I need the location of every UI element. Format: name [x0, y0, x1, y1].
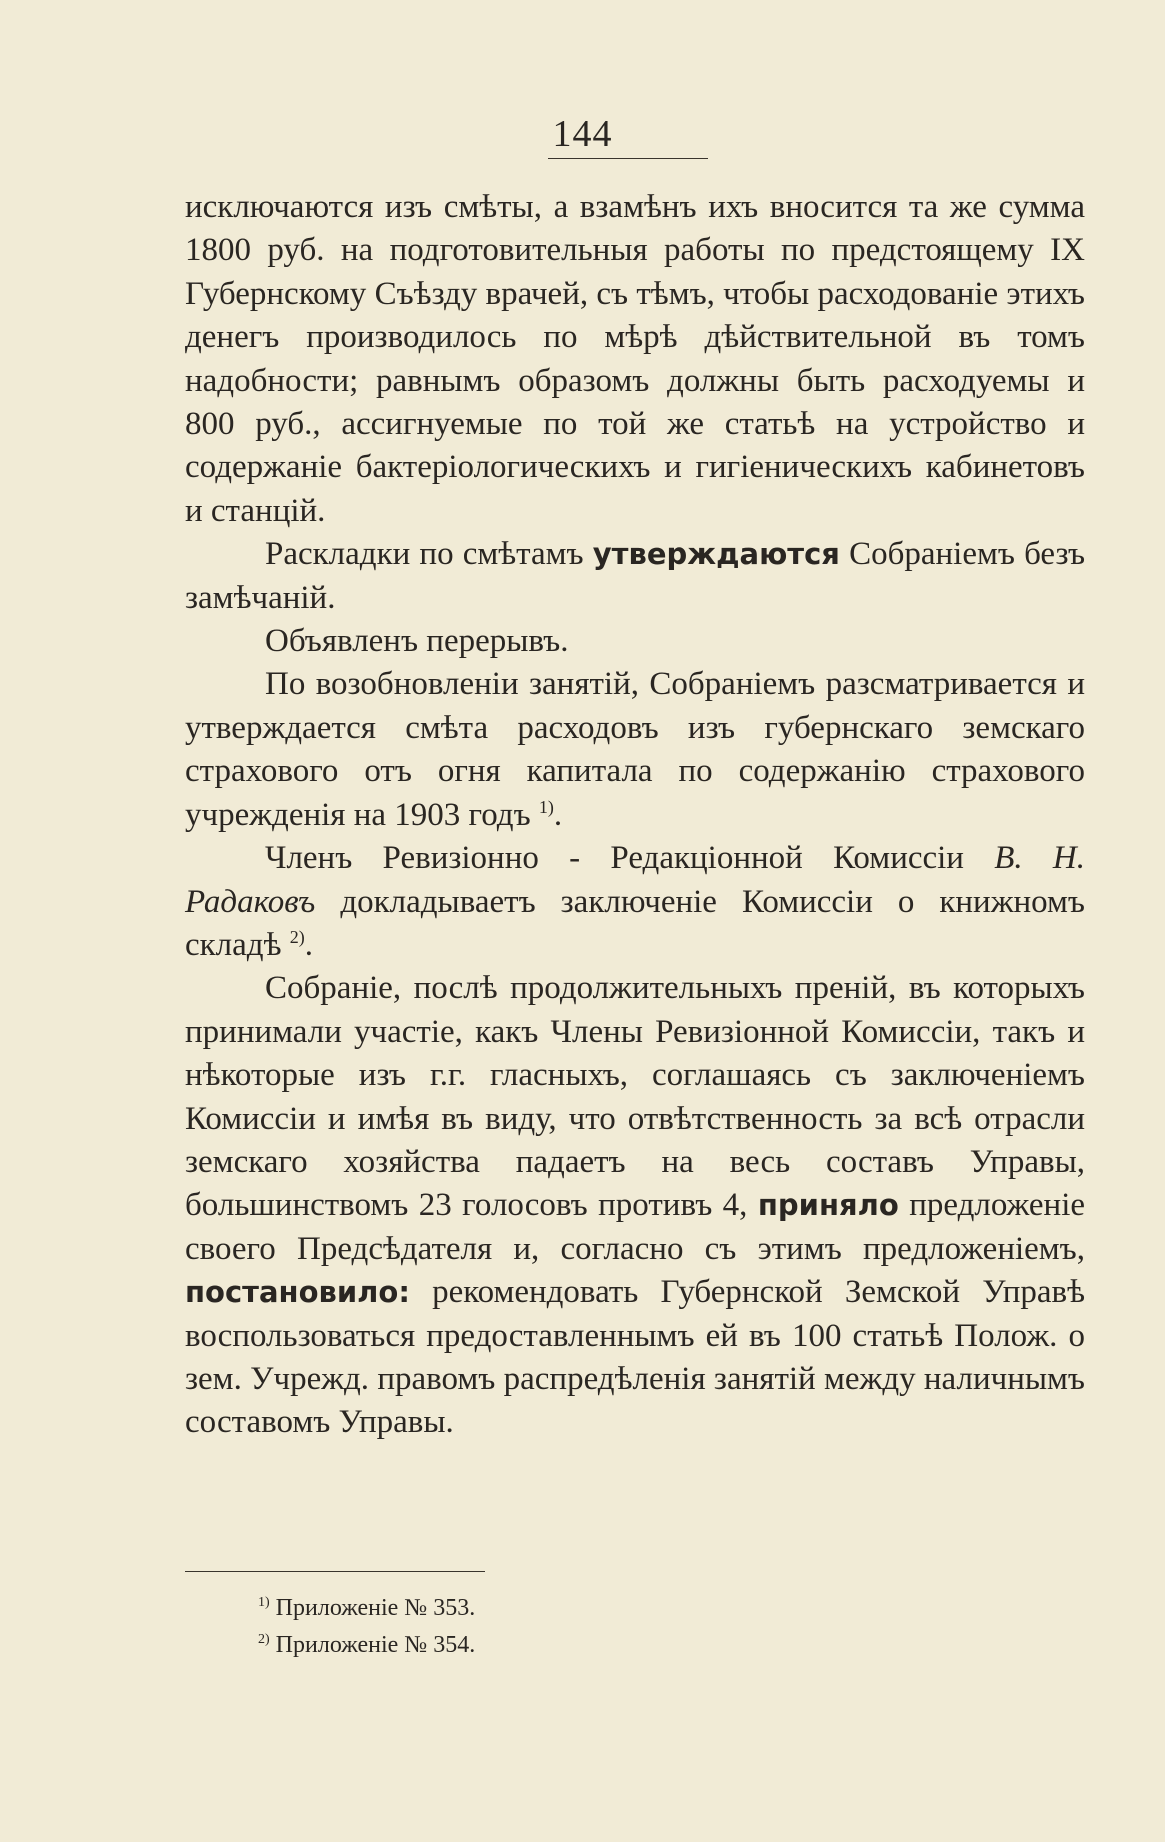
member-name: В. Н. Радаковъ: [185, 840, 1086, 920]
footnote-ref-1[interactable]: 1): [538, 796, 554, 817]
body-text: [185, 186, 1085, 1445]
footnote-1-text: Приложеніе № 353.: [275, 1595, 476, 1621]
footnote-1: $^{1)}$ Приложеніе № 353.: [258, 1595, 476, 1621]
paragraph-6-bold-1: приняло: [757, 1188, 899, 1223]
paragraph-5-text-end: докладываетъ заключеніе Комиссіи о книжномъ складѣ: [185, 883, 1085, 963]
footnote-ref-2[interactable]: 2): [289, 926, 305, 947]
paragraph-4: [185, 663, 1085, 837]
paragraph-2-text: Раскладки по смѣтамъ: [265, 536, 584, 573]
footnotes: [258, 1590, 475, 1664]
paragraph-2-text-end: Собраніемъ безъ замѣчаній.: [185, 536, 1086, 616]
paragraph-6-text-3: рекомендовать Губернской Земской Управѣ воспользоваться предоставленнымъ ей въ 100 статьѣ Полож. о зем. Учрежд. правомъ распредѣленія занятій между наличнымъ составомъ Управы.: [185, 1274, 1085, 1441]
footnote-2-text: Приложеніе № 354.: [275, 1632, 476, 1658]
header-rule: [548, 158, 708, 159]
footnote-2: $^{2)}$ Приложеніе № 354.: [258, 1632, 476, 1658]
paragraph-4-text: По возобновленіи занятій, Собраніемъ разсматривается и утверждается смѣта расходовъ изъ губернскаго земскаго страхового отъ огня капитала по содержанію страхового учрежденія на 1903 годъ: [185, 666, 1085, 833]
paragraph-6-bold-2: постановило:: [185, 1275, 410, 1310]
page-number: 144: [552, 113, 613, 155]
paragraph-5: [185, 837, 1085, 967]
paragraph-2: [185, 533, 1085, 620]
paragraph-4-tail: .: [553, 796, 563, 833]
paragraph-3: Объявленъ перерывъ.: [265, 623, 569, 660]
paragraph-6: [185, 967, 1085, 1444]
footnote-rule: [185, 1571, 485, 1572]
paragraph-5-text: Членъ Ревизіонно - Редакціонной Комиссіи: [265, 840, 964, 877]
paragraph-6-text-2: предложеніе своего Предсѣдателя и, согласно съ этимъ предложеніемъ,: [185, 1187, 1086, 1267]
paragraph-2-bold: утверждаются: [592, 537, 840, 572]
paragraph-1: исключаются изъ смѣты, а взамѣнъ ихъ вносится та же сумма 1800 руб. на подготовительныя работы по предстоящему IX Губернскому Съѣзду врачей, съ тѣмъ, чтобы расходованіе этихъ денегъ производилось по мѣрѣ дѣйствительной въ томъ надобности; равнымъ образомъ должны быть расходуемы и 800 руб., ассигнуемые по той же статьѣ на устройство и содержаніе бактеріологическихъ и гигіеническихъ кабинетовъ и станцій.: [185, 189, 1085, 529]
paragraph-6-text-1: Собраніе, послѣ продолжительныхъ преній, въ которыхъ принимали участіе, какъ Члены Ревизіонной Комиссіи, такъ и нѣкоторые изъ г.г. гласныхъ, соглашаясь съ заключеніемъ Комиссіи и имѣя въ виду, что отвѣтственность за всѣ отрасли земскаго хозяйства падаетъ на весь составъ Управы, большинствомъ 23 голосовъ противъ 4,: [185, 970, 1085, 1224]
paragraph-5-tail: .: [304, 926, 314, 963]
